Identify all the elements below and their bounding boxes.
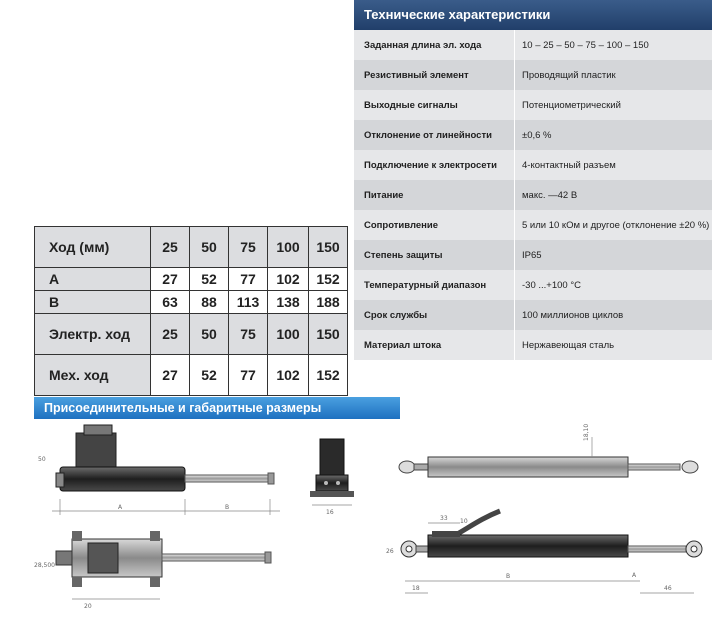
spec-row: [354, 30, 712, 60]
spec-label: Выходные сигналы: [364, 100, 458, 111]
spec-label: Отклонение от линейности: [364, 130, 492, 141]
specs-title: Технические характеристики: [364, 7, 551, 22]
stroke-table: [34, 226, 348, 396]
spec-divider: [514, 240, 515, 270]
spec-row: [354, 120, 712, 150]
spec-value: ±0,6 %: [522, 130, 552, 141]
rod-end-sensor-top: [399, 424, 698, 477]
stroke-table-row: [35, 268, 348, 291]
dimensions-header: [34, 397, 400, 419]
stroke-row-label: Ход (мм): [35, 227, 151, 268]
spec-row: [354, 150, 712, 180]
specs-list: [354, 30, 712, 360]
stroke-cell: 25: [151, 227, 190, 268]
stroke-cell: 75: [229, 314, 268, 355]
stroke-cell: 138: [268, 291, 309, 314]
spec-divider: [514, 150, 515, 180]
stroke-cell: 102: [268, 355, 309, 396]
stroke-cell: 52: [190, 268, 229, 291]
dim-label-33: 33: [440, 515, 448, 522]
stroke-cell: 77: [229, 355, 268, 396]
spec-value: IP65: [522, 250, 542, 261]
stroke-cell: 188: [309, 291, 348, 314]
stroke-cell: 100: [268, 314, 309, 355]
stroke-row-label: A: [35, 268, 151, 291]
dim-label-10: 10: [460, 518, 468, 525]
stroke-cell: 50: [190, 314, 229, 355]
spec-divider: [514, 270, 515, 300]
stroke-cell: 27: [151, 355, 190, 396]
stroke-cell: 88: [190, 291, 229, 314]
spec-label: Срок службы: [364, 310, 428, 321]
stroke-cell: 100: [268, 227, 309, 268]
stroke-cell: 152: [309, 355, 348, 396]
stroke-cell: 150: [309, 227, 348, 268]
stroke-cell: 27: [151, 268, 190, 291]
spec-divider: [514, 330, 515, 360]
spec-label: Материал штока: [364, 340, 442, 351]
stroke-table-row: [35, 355, 348, 396]
dim-label-46: 46: [664, 585, 672, 592]
spec-value: 4-контактный разъем: [522, 160, 616, 171]
dim-label-a: A: [118, 504, 123, 511]
spec-row: [354, 300, 712, 330]
spec-divider: [514, 300, 515, 330]
spec-label: Подключение к электросети: [364, 160, 497, 171]
spec-divider: [514, 210, 515, 240]
dim-label-b2: B: [506, 573, 511, 580]
dim-label-16: 16: [326, 509, 334, 516]
dim-label-26: 26: [386, 548, 394, 555]
spec-value: 10 – 25 – 50 – 75 – 100 – 150: [522, 40, 649, 51]
spec-label: Температурный диапазон: [364, 280, 487, 291]
spec-value: Потенциометрический: [522, 100, 621, 111]
spec-value: -30 ...+100 °C: [522, 280, 581, 291]
spec-value: макс. —42 В: [522, 190, 578, 201]
spec-divider: [514, 120, 515, 150]
stroke-cell: 77: [229, 268, 268, 291]
spec-row: [354, 180, 712, 210]
spec-divider: [514, 90, 515, 120]
spec-row: [354, 60, 712, 90]
stroke-cell: 102: [268, 268, 309, 291]
stroke-cell: 52: [190, 355, 229, 396]
spec-divider: [514, 180, 515, 210]
spec-label: Питание: [364, 190, 404, 201]
spec-row: [354, 270, 712, 300]
stroke-table-row: [35, 314, 348, 355]
dimensions-title: Присоединительные и габаритные размеры: [44, 401, 322, 415]
stroke-cell: 113: [229, 291, 268, 314]
spec-value: 5 или 10 кОм и другое (отклонение ±20 %): [522, 220, 710, 231]
spec-row: [354, 330, 712, 360]
stroke-cell: 150: [309, 314, 348, 355]
stroke-row-label: Мех. ход: [35, 355, 151, 396]
stroke-table-row: [35, 291, 348, 314]
specs-panel: [354, 0, 712, 360]
spec-label: Степень защиты: [364, 250, 443, 261]
spec-row: [354, 240, 712, 270]
spec-divider: [514, 60, 515, 90]
stroke-cell: 75: [229, 227, 268, 268]
end-view-drawing: [310, 439, 354, 516]
stroke-cell: 63: [151, 291, 190, 314]
stroke-table-row: [35, 227, 348, 268]
spec-divider: [514, 30, 515, 60]
specs-header: [354, 0, 712, 30]
side-view-drawing: [38, 425, 280, 515]
spec-label: Сопротивление: [364, 220, 439, 231]
dim-label-20: 20: [84, 603, 92, 610]
dim-label-18: 18: [412, 585, 420, 592]
dimension-drawings: [0, 419, 712, 618]
spec-row: [354, 90, 712, 120]
stroke-cell: 50: [190, 227, 229, 268]
spec-value: Нержавеющая сталь: [522, 340, 615, 351]
spec-value: Проводящий пластик: [522, 70, 616, 81]
dim-label-50: 50: [38, 456, 46, 463]
dim-label-1810: 18,10: [583, 423, 590, 441]
stroke-row-label: Электр. ход: [35, 314, 151, 355]
spec-value: 100 миллионов циклов: [522, 310, 624, 321]
spec-row: [354, 210, 712, 240]
spec-label: Резистивный элемент: [364, 70, 469, 81]
dim-label-a2: A: [632, 572, 637, 579]
spec-label: Заданная длина эл. хода: [364, 40, 482, 51]
stroke-row-label: B: [35, 291, 151, 314]
stroke-cell: 152: [309, 268, 348, 291]
top-view-drawing: [34, 531, 271, 610]
dim-label-28: 28,500: [34, 562, 55, 569]
dim-label-b: B: [225, 504, 230, 511]
stroke-cell: 25: [151, 314, 190, 355]
rod-end-sensor-cable: [386, 511, 702, 593]
